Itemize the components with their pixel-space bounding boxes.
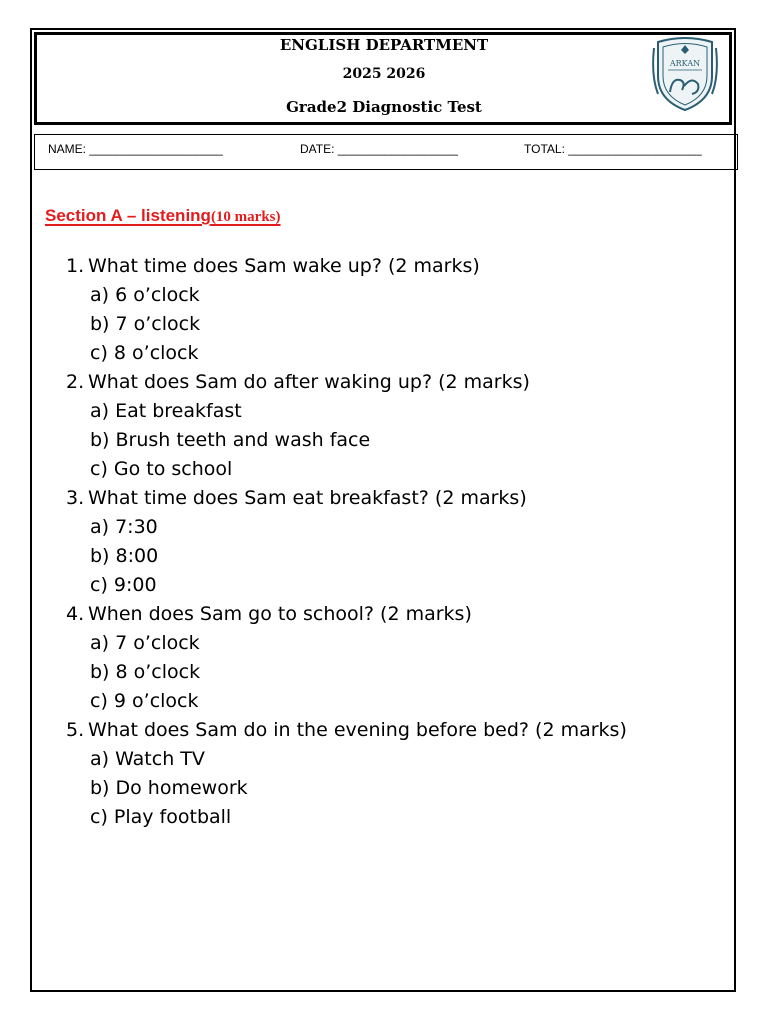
question-text xyxy=(66,716,627,745)
answer-option[interactable]: a) 6 o’clock xyxy=(90,284,200,306)
question-label: What does Sam do after waking up? (2 marks) xyxy=(88,371,530,393)
option-list xyxy=(66,281,627,368)
total-field[interactable]: TOTAL: ____________________ xyxy=(524,142,702,156)
question-item xyxy=(66,600,627,716)
question-item xyxy=(66,252,627,368)
option-list xyxy=(66,513,627,600)
question-item xyxy=(66,368,627,484)
question-label: What time does Sam eat breakfast? (2 marks) xyxy=(88,487,527,509)
logo-text: ARKAN xyxy=(669,59,701,68)
question-label: What time does Sam wake up? (2 marks) xyxy=(88,255,480,277)
question-number: 5. xyxy=(66,719,85,741)
answer-option[interactable]: c) Go to school xyxy=(90,458,233,480)
school-crest-logo xyxy=(650,36,720,112)
answer-option[interactable]: c) 9 o’clock xyxy=(90,690,199,712)
question-number: 1. xyxy=(66,255,85,277)
question-text xyxy=(66,368,627,397)
question-list xyxy=(66,252,627,832)
answer-option[interactable]: c) Play football xyxy=(90,806,232,828)
answer-option[interactable]: b) 8:00 xyxy=(90,545,159,567)
question-label: What does Sam do in the evening before bed? (2 marks) xyxy=(88,719,627,741)
question-number: 4. xyxy=(66,603,85,625)
answer-option[interactable]: a) Eat breakfast xyxy=(90,400,242,422)
date-field[interactable]: DATE: __________________ xyxy=(300,142,458,156)
question-number: 3. xyxy=(66,487,85,509)
option-list xyxy=(66,397,627,484)
question-text xyxy=(66,252,627,281)
answer-option[interactable]: a) 7:30 xyxy=(90,516,158,538)
answer-option[interactable]: c) 8 o’clock xyxy=(90,342,199,364)
answer-option[interactable]: a) 7 o’clock xyxy=(90,632,200,654)
question-item xyxy=(66,484,627,600)
department-title: ENGLISH DEPARTMENT xyxy=(279,36,489,54)
option-list xyxy=(66,745,627,832)
answer-option[interactable]: b) 7 o’clock xyxy=(90,313,201,335)
answer-option[interactable]: b) Brush teeth and wash face xyxy=(90,429,371,451)
section-heading xyxy=(45,206,281,226)
question-label: When does Sam go to school? (2 marks) xyxy=(88,603,472,625)
test-title: Grade2 Diagnostic Test xyxy=(286,98,482,116)
option-list xyxy=(66,629,627,716)
answer-option[interactable]: b) 8 o’clock xyxy=(90,661,201,683)
academic-year: 2025 2026 xyxy=(342,66,426,82)
section-marks: (10 marks) xyxy=(210,209,281,225)
question-text xyxy=(66,484,627,513)
question-number: 2. xyxy=(66,371,85,393)
question-text xyxy=(66,600,627,629)
answer-option[interactable]: a) Watch TV xyxy=(90,748,205,770)
answer-option[interactable]: c) 9:00 xyxy=(90,574,157,596)
answer-option[interactable]: b) Do homework xyxy=(90,777,248,799)
section-title: Section A – listening xyxy=(45,206,211,225)
question-item xyxy=(66,716,627,832)
name-field[interactable]: NAME: ____________________ xyxy=(48,142,223,156)
